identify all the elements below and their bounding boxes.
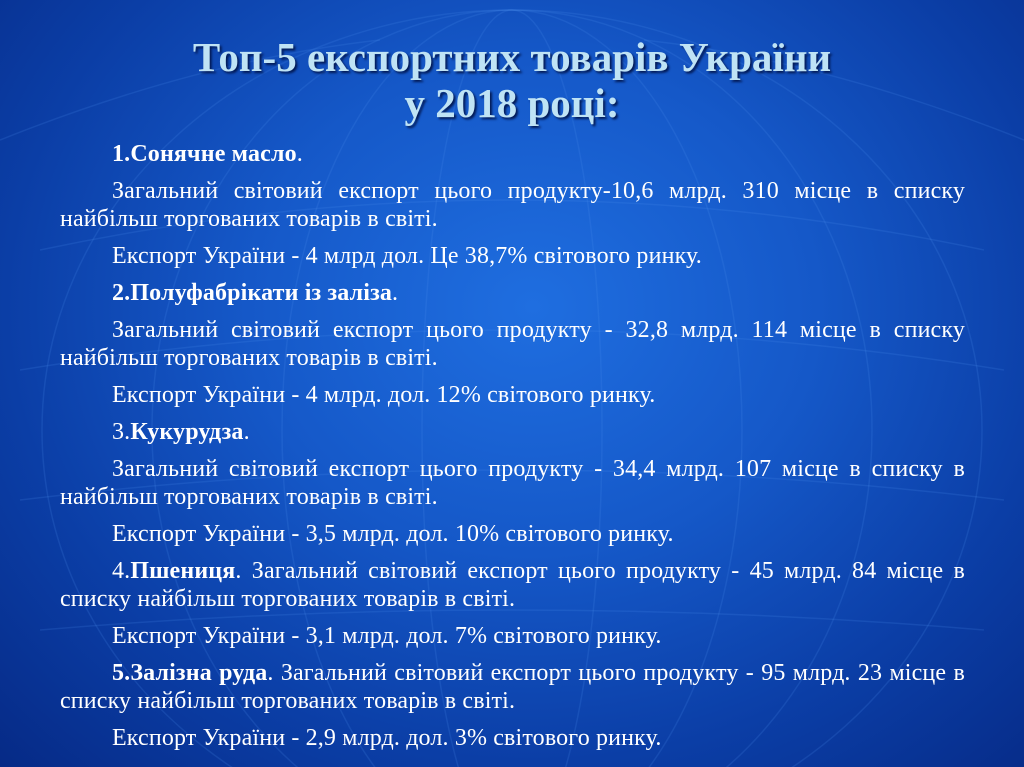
item-1-ukraine-export: Експорт України - 4 млрд дол. Це 38,7% світового ринку.: [112, 243, 702, 269]
item-1-heading: 1.Сонячне масло.: [112, 141, 303, 167]
item-2-number: 2.: [112, 280, 131, 306]
item-4-name: Пшениця: [130, 558, 236, 584]
item-3-world-export: Загальний світовий експорт цього продукту - 34,4 млрд. 107 місце в списку в найбільш торгованих товарів в світі.: [60, 456, 965, 510]
item-2-name-text: Полуфабрікати із заліза: [130, 280, 393, 306]
item-2-name: [112, 280, 392, 306]
item-3-ukraine-export: Експорт України - 3,5 млрд. дол. 10% світового ринку.: [112, 521, 674, 547]
item-2-world-export: Загальний світовий експорт цього продукту - 32,8 млрд. 114 місце в списку найбільш торгованих товарів в світі.: [60, 317, 965, 371]
item-5-name-text: Залізна руда: [130, 660, 268, 686]
export-list: [60, 140, 965, 761]
item-5-number: 5.: [112, 660, 131, 686]
item-4-world-export: 4.Пшениця. Загальний світовий експорт цього продукту - 45 млрд. 84 місце в списку найбільш торгованих товарів в світі.: [60, 558, 965, 612]
item-2-ukraine-export: Експорт України - 4 млрд. дол. 12% світового ринку.: [112, 382, 656, 408]
item-5-world-text: Загальний світовий експорт цього продукту - 95 млрд. 23 місце в списку найбільш торгованих товарів в світі.: [60, 660, 965, 714]
item-5-ukraine-export: Експорт України - 2,9 млрд. дол. 3% світового ринку.: [112, 725, 662, 751]
item-3-number: 3.: [112, 419, 131, 445]
title-line-2: у 2018 році:: [404, 80, 620, 126]
item-1-name-text: Сонячне масло: [130, 141, 297, 167]
item-2-heading: 2.Полуфабрікати із заліза.: [112, 280, 399, 306]
item-1-world-export: Загальний світовий експорт цього продукту-10,6 млрд. 310 місце в списку найбільш торгованих товарів в світі.: [60, 178, 965, 232]
title-line-1: Топ-5 експортних товарів України: [192, 34, 832, 80]
item-3-heading: 3.Кукурудза.: [112, 419, 250, 445]
item-1-number: 1.: [112, 141, 131, 167]
item-4-world-text: Загальний світовий експорт цього продукту - 45 млрд. 84 місце в списку найбільш торгованих товарів в світі.: [60, 558, 965, 612]
item-5-world-export: 5.Залізна руда. Загальний світовий експорт цього продукту - 95 млрд. 23 місце в списку найбільш торгованих товарів в світі.: [60, 660, 965, 714]
item-1-name: [112, 141, 297, 167]
item-3-name: Кукурудза: [130, 419, 244, 445]
item-4-ukraine-export: Експорт України - 3,1 млрд. дол. 7% світового ринку.: [112, 623, 662, 649]
item-4-number: 4.: [112, 558, 131, 584]
slide-title: [60, 34, 964, 126]
item-5-name: [112, 660, 267, 686]
